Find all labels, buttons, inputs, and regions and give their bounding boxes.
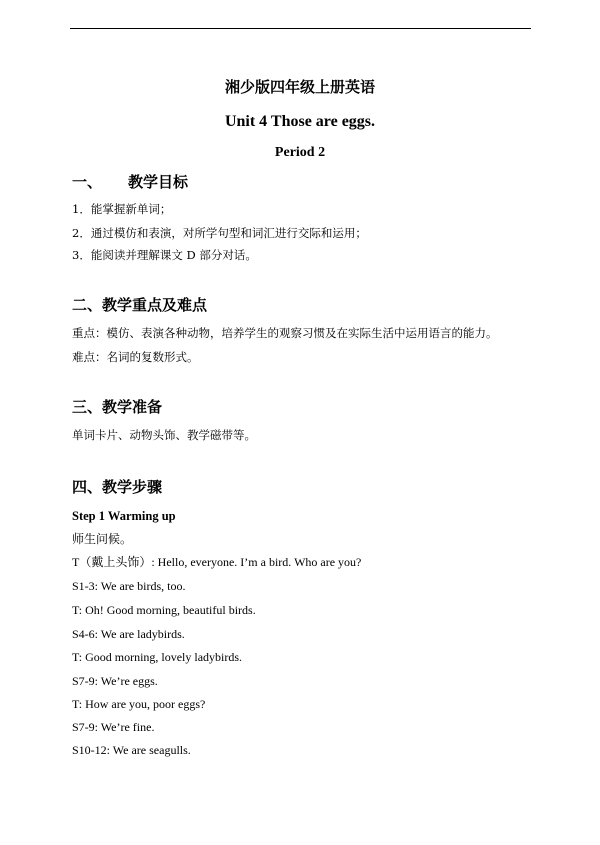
dialogue-line: S4-6: We are ladybirds. <box>72 627 185 641</box>
section-steps-heading: 四、教学步骤 <box>72 478 163 496</box>
objective-item: 1．能掌握新单词； <box>72 202 172 216</box>
dialogue-line: S7-9: We’re eggs. <box>72 674 158 688</box>
objective-item: 2．通过模仿和表演，对所学句型和词汇进行交际和运用； <box>72 226 367 240</box>
objective-item: 3．能阅读并理解课文 D 部分对话。 <box>72 248 257 262</box>
dialogue-line: T: Good morning, lovely ladybirds. <box>72 650 243 664</box>
section-heading-text: 教学目标 <box>128 173 189 191</box>
key-point-difficulty: 难点：名词的复数形式。 <box>72 350 199 364</box>
dialogue-line: S1-3: We are birds, too. <box>72 579 186 593</box>
document-title: 湘少版四年级上册英语 <box>224 78 375 96</box>
step-1-title: Step 1 Warming up <box>72 509 176 523</box>
preparation-content: 单词卡片、动物头饰、教学磁带等。 <box>72 428 256 442</box>
dialogue-line: T（戴上头饰）: Hello, everyone. I’m a bird. Who are you? <box>72 555 362 569</box>
dialogue-line: T: Oh! Good morning, beautiful birds. <box>72 603 256 617</box>
section-preparation-heading: 三、教学准备 <box>72 398 163 416</box>
section-key-points-heading: 二、教学重点及难点 <box>72 296 208 314</box>
unit-title: Unit 4 Those are eggs. <box>224 113 376 130</box>
dialogue-line: S7-9: We’re fine. <box>72 720 155 734</box>
dialogue-line: T: How are you, poor eggs? <box>72 697 206 711</box>
section-number: 一、 <box>72 173 103 191</box>
dialogue-line: 师生问候。 <box>72 532 133 546</box>
header-rule <box>70 28 531 29</box>
dialogue-line: S10-12: We are seagulls. <box>72 743 191 757</box>
period-title: Period 2 <box>274 145 326 160</box>
key-point-focus: 重点：模仿、表演各种动物，培养学生的观察习惯及在实际生活中运用语言的能力。 <box>72 326 498 340</box>
section-objectives-heading <box>72 175 188 190</box>
